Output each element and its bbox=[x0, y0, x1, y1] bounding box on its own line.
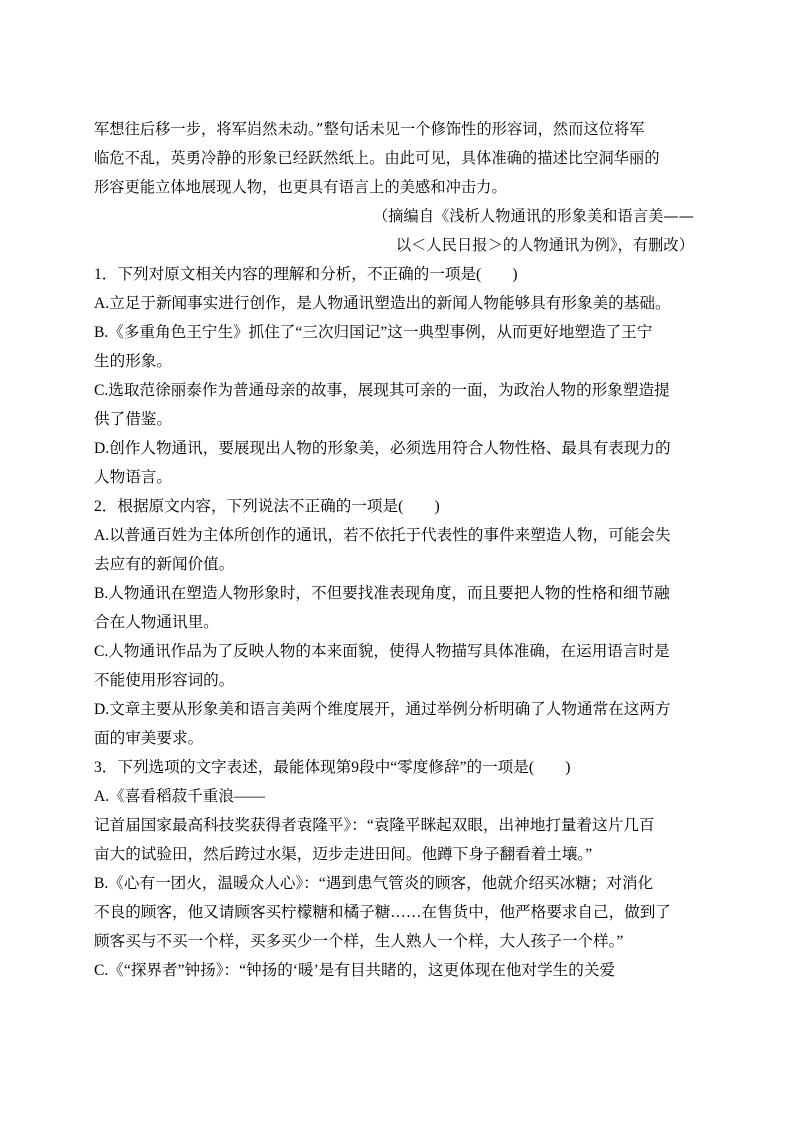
passage-line: 形容更能立体地展现人物，也更具有语言上的美感和冲击力。 bbox=[94, 178, 507, 196]
passage-line: 临危不乱，英勇冷静的形象已经跃然纸上。由此可见，具体准确的描述比空洞华丽的 bbox=[94, 149, 660, 167]
option-a: A.以普通百姓为主体所创作的通讯，若不依托于代表性的事件来塑造人物，可能会失 bbox=[94, 527, 671, 544]
source-citation-line-1: （摘编自《浅析人物通讯的形象美和语言美—— bbox=[372, 207, 694, 225]
option-b-cont: 不良的顾客，他又请顾客买柠檬糖和橘子糖……在售货中，他严格要求自己，做到了 bbox=[94, 904, 671, 921]
option-b: B.人物通讯在塑造人物形象时，不但要找准表现角度，而且要把人物的性格和细节融 bbox=[94, 585, 670, 602]
option-d-cont: 人物语言。 bbox=[94, 469, 172, 486]
option-c-cont: 供了借鉴。 bbox=[94, 411, 172, 428]
option-a: A.立足于新闻事实进行创作，是人物通讯塑造出的新闻人物能够具有形象美的基础。 bbox=[94, 295, 671, 312]
question-2 bbox=[94, 492, 694, 753]
option-a-cont: 亩大的试验田，然后跨过水渠，迈步走进田间。他蹲下身子翻看着土壤。” bbox=[94, 846, 593, 863]
question-1 bbox=[94, 260, 694, 492]
option-b-cont: 生的形象。 bbox=[94, 353, 172, 370]
option-a-cont: 记首届国家最高科技奖获得者袁隆平》：“袁隆平眯起双眼，出神地打量着这片几百 bbox=[94, 817, 655, 834]
option-c-cont: 不能使用形容词的。 bbox=[94, 672, 235, 689]
option-c: C.人物通讯作品为了反映人物的本来面貌，使得人物描写具体准确，在运用语言时是 bbox=[94, 643, 670, 660]
option-a: A.《喜看稻菽千重浪—— bbox=[94, 788, 266, 805]
option-d: D.创作人物通讯，要展现出人物的形象美，必须选用符合人物性格、最具有表现力的 bbox=[94, 440, 671, 457]
option-b-cont: 顾客买与不买一个样，买多买少一个样，生人熟人一个样，大人孩子一个样。” bbox=[94, 933, 624, 950]
question-stem: 3．下列选项的文字表述，最能体现第9段中“零度修辞”的一项是( ) bbox=[94, 759, 571, 776]
option-d: D.文章主要从形象美和语言美两个维度展开，通过举例分析明确了人物通常在这两方 bbox=[94, 701, 671, 718]
question-stem: 2．根据原文内容，下列说法不正确的一项是( ) bbox=[94, 498, 440, 515]
option-c: C.《“探界者”钟扬》：“钟扬的‘暖’是有目共睹的，这更体现在他对学生的关爱 bbox=[94, 962, 616, 979]
option-b-cont: 合在人物通讯里。 bbox=[94, 614, 219, 631]
option-a-cont: 去应有的新闻价值。 bbox=[94, 556, 235, 573]
option-b: B.《多重角色王宁生》抓住了“三次归国记”这一典型事例，从而更好地塑造了王宁 bbox=[94, 324, 653, 341]
passage-line: 军想往后移一步，将军岿然未动。”整句话未见一个修饰性的形容词，然而这位将军 bbox=[94, 120, 645, 138]
document-content bbox=[94, 115, 694, 985]
option-d-cont: 面的审美要求。 bbox=[94, 730, 204, 747]
option-c: C.选取范徐丽泰作为普通母亲的故事，展现其可亲的一面，为政治人物的形象塑造提 bbox=[94, 382, 670, 399]
passage-tail bbox=[94, 115, 694, 260]
source-citation-line-2: 以＜人民日报＞的人物通讯为例》，有删改） bbox=[395, 236, 694, 254]
question-3 bbox=[94, 753, 694, 985]
question-stem: 1．下列对原文相关内容的理解和分析，不正确的一项是( ) bbox=[94, 266, 518, 283]
option-b: B.《心有一团火，温暖众人心》：“遇到患气管炎的顾客，他就介绍买冰糖；对消化 bbox=[94, 875, 654, 892]
